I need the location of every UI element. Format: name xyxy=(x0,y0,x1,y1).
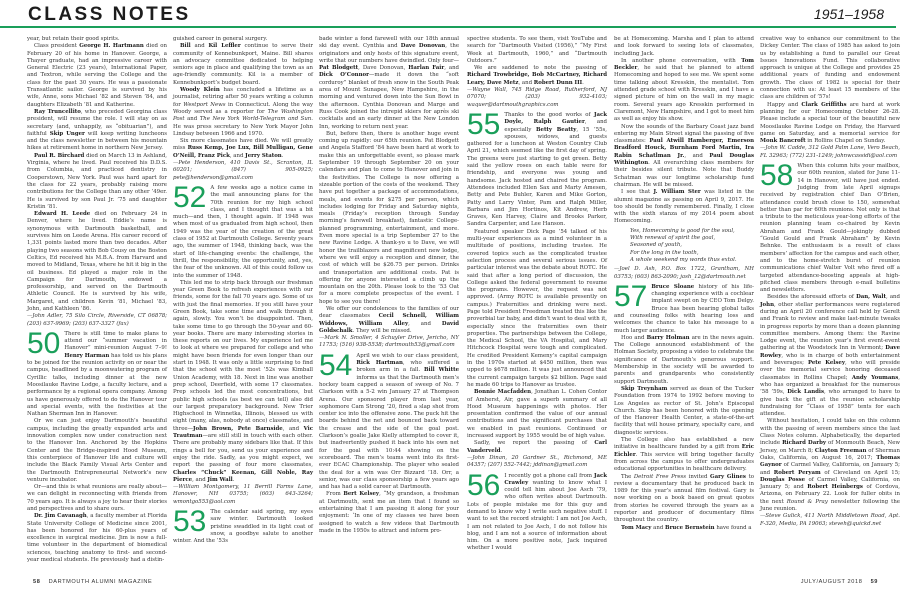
class-entry-1957 xyxy=(614,279,754,335)
paragraph: Or—and this is what reunions are really about—we can delight in reconnecting with friends from 70 years ago. It is always a joy to hear their stories and perspectives and to share ours. xyxy=(27,484,167,512)
class-secretary-contact: —Joel D. Ash, P.O. Box 1722, Grantham, NH 03753; (603) 863-2090; jash_12@dartmouth.net xyxy=(614,266,754,280)
paragraph: From Bert Kelsey, “My grandson, a freshman at Dartmouth, sent me an item that I found so entertaining that I am passing it along for your enjoyment: ‘In one of my classes we have been assigned to watch a few videos that Dartmouth made in the 1950s to attract and inform pro- xyxy=(319,491,460,534)
paragraph: Ray Truncellito, who preceded Georgina class president, will resume the role. I will stay on as secretary (and, unhappily, as “obituarian”), and faithful Skip Unger will keep writing luncheons and the class newsletter in between his mountain hikes at retirement home in northern New Jersey. xyxy=(27,108,167,152)
class-year-numeral: 50 xyxy=(27,326,61,360)
left-page-footer xyxy=(27,579,152,585)
paragraph: Paul R. Birchard died on March 13 in Ashland, Virginia, where he lived. Paul received his D.D.S. from Columbia, and practiced dentistry in Cooperstown, New York. Paul was hard apart for the class for 22 years, probably raising more contributions for the College than any other ’49er. He is survived by son Paul Jr. ’75 and daughter Kristin ’81. xyxy=(27,152,167,210)
paragraph: be at Homecoming. Marsha and I plan to attend and look forward to seeing lots of classmates, including Jack. xyxy=(614,36,754,57)
header-rule xyxy=(0,26,896,28)
paragraph: Skip Treynham served as dean of the Tucker Foundation from 1974 to 1992 before moving to Los Angeles as rector of St. John’s Episcopal Church. Skip has been honored with the opening of the Hanover Health Center, a state-of-the-art facility that will house primary, specialty care, and diagnostic services. xyxy=(614,385,754,436)
paragraph: Bonnie Macfadden, Jonathan L. Cohen Contor of Amherst, Air, gave a superb summary of all Hood Museum happenings with photos. Her presentation confirmed the value of our annual contributions and the significant purchases that we enabled in past reunions. Continued or increased support by 1955 would be of high value. xyxy=(467,389,607,440)
class-entry-1952 xyxy=(173,180,313,280)
paragraph: This led me to strip back through our freshman year Green Book to refresh experiences with our friends, some for the fall 70 years ago. Some of us with just the final memories. If you still have your Green Book, take some time and walk through it again, slowly. You won’t be disappointed. Then, take some time to go through the 50-year and 60-year books. There are many interesting stories in these reports on our lives. My experience led me to look at where we prepared for college and who might have been friends for even longer than our start in 1948. It was only a little surprising to find that the school with the most ’52s was Kimball Union Academy, with 18. Next in line was another prep school, Deerfield, with some 17 classmates. Prep schools led the most concentrations, but public high schools (as best we can tell) also did our largest preparatory background. New Trier Highschool in Winnetka, Illinois, blessed us with eight (many, alas, nobody at once) classmates, and three—John Brown, Pete Barnside, and Vic Trautman—are still still in touch with each other. There are probably many sidebars like that. If this rings a bell for you, send us your experience and enjoy the ride. Sadly, as you might expect, we report the passing of four more classmates, Charles “Chuck” Keenan, Gill Noble, Ray Pierce, and Jim Wall. xyxy=(173,279,313,483)
class-entry-1953 xyxy=(173,505,313,545)
class-secretary-contact: —William Montgomery, 11 Berrill Farms Lane, Hanover, NH 03755; (603) 643-3264; wmontgo553@aol.com xyxy=(173,484,313,505)
publication-name: DARTMOUTH ALUMNI MAGAZINE xyxy=(48,579,153,585)
paragraph: bade winter a fond farewell with our 18th annual ski day event. Cynthia and Dave Donovan, the originators and only hosts of this signature event, write that our numbers have dwindled. Only four—Pat Blodgett, Dave Donovan, Harlan Fair, and Dick O’Connor—made it down the “soft corduroy” blanket of fresh snow in the South Peak area of Mount Sunapee, New Hampshire, in the morning and ventured down into the Sun Bowl in the afternoon. Cynthia Donovan and Marge and Russ Cook joined the intrepid skiers for après ski cocktails and an early dinner at the New London Inn, working to return next year. xyxy=(319,36,460,130)
class-entry-1955 xyxy=(467,107,607,229)
paragraph: I recently got a phone call from Jack Crawley wanting to know what I could tell him about Joe Asch ’79, who often writes about Dartmouth. Lots of people mistake me for this guy and demand to know why I write such negative stuff. I want to set the record straight: I am not Joe Asch, I am not related to Joe Asch, I do not follow his blog, and I am not a source of information about him. On a more positive note, Jack inquired whether I would xyxy=(467,472,607,552)
text-column-2 xyxy=(173,36,313,568)
class-secretary-contact: —Steve Gulick, 411 North Middletown Road, Apt. F-320, Media, PA 19063; steveh@quickd.net xyxy=(760,513,900,527)
paragraph: Now the sounds of the Barbary Coast jazz band entering my Main Street signal the passing of five classmates: Paul Atwill Hamberger, Emerson Bradford Houck, Burnham Ford Martin, Ira Rabin Schatlman Jr., and Paul Douglas Withington. All overarching class members for their besides silent tribute. Note that Buddy Schatman was our longtime scholarship fund chairman. He will be missed. xyxy=(614,123,755,188)
paragraph: We are saddened to note the passing of Richard Trowbridge, Bob McCartney, Richard Leary, Dave Metz, and Robert Dunn III. xyxy=(467,65,607,86)
paragraph: But, before then, there is another huge event coming up rapidly: our 65th reunion. Pat Blodgett and Angela Stafford ’84 have been hard at work to make this an unforgettable event, so please mark September 19 through September 20 on your calendars and plan to come to Hanover and join in the festivities. The College is now offering a sizeable portion of the costs of the weekend. They have put together a package of accommodations, meals, and events for $275 per person, which includes lodging for Friday and Saturday nights, meals (Friday’s reception through Sunday morning’s farewell breakfast), fantastic College-planned programming, entertainment, and more. Even more special is a trip September 27 to the new Ravine Lodge. A thank-yo u to Dave, we will honor the trailblazers and magnificent new lodge, where we will enjoy a reception and dinner, the cost of which will be $26.75 per person. Drinks and transportation are additional costs. Pat is offering for anyone interested a climb up the mountain on the 20th. Please look to the ’53 Oat for a more complete prospectus of the event. I hope to see you there! xyxy=(319,130,459,305)
class-year-numeral: 57 xyxy=(614,279,648,313)
class-entry-1950 xyxy=(27,326,167,419)
issue-date: JULY/AUGUST 2018 xyxy=(800,579,863,585)
paragraph: Sadly, we report the passing of Carl Vanderveld. xyxy=(467,440,607,454)
page-number: 59 xyxy=(870,579,878,585)
class-secretary-contact: —John Dinan, 20 Gardner St., Richmond, ME 04357; (207) 552-7442; jddinan@gmail.com xyxy=(467,454,607,469)
class-year-numeral: 52 xyxy=(173,180,207,214)
paragraph: Class president George H. Hartmann died on February 20 of his home in Hanover. George, a Thayer graduate, had an impressive career with General Electric (23 years), International Paper, and Textron, while serving the College and the class for the past 30 years. He was a passionate Transatlantic sailor. George is survived by his wife, Anne, sons Michael ’82 and Steven ’84, and daughters Elizabeth ’81 and Katherine. xyxy=(27,43,167,108)
class-entry-1954 xyxy=(319,348,460,492)
class-entry-1958 xyxy=(760,159,900,294)
class-secretary-contact: —Mark N. Smoller, 4 Schuyler Drive, Jericho, NY 11753; (516) 938-5538; dartmouth53@gmail.com xyxy=(319,335,459,349)
poem-line: Seasoned of youth, xyxy=(630,242,683,249)
class-year-numeral: 55 xyxy=(467,107,501,141)
paragraph: Happy and Clark Griffiths are hard at work planning for our Homecoming October 26-28. Please include a special tour of the beautiful new Moosilauke Ravine Lodge on Friday, the Harvard game on Saturday, and a memorial service for Monk Bancroft in Rollins Chapel on Sunday. xyxy=(760,101,900,145)
paragraph: When this column hits your mailbox, our 60th reunion, slated for June 11-14 in Hanover, will have just ended. Judging from late April signups received by registration chief Dan O’Brien, attendance could brush close to 150, somewhat better than par for 60th reunions. Not only is that a tribute to the meticulous year-long efforts of the reunion planning team co-chaired by Kevin Abraham and Frank Gould—jokingly dubbed “Gould Gould and Frank Abraham” by Kevin Behnke. The enthusiasm is a result of class members’ affection for the campus and each other, and to the home-stretch burst of reunion communications chief Walter Volt who fired off a targeted attendance-boosting appeals at high-pitched class members through e-mail bulletins and newsletters. xyxy=(760,163,900,294)
text-column-4 xyxy=(467,36,607,568)
paragraph: In another phone conversation, with Tom Beckler, he said that he planned to attend Homecoming and hoped to see me. We spent some time talking about Kresskin, the mentalist. Tom attended grade school with Kresskin, and I have a signed picture of him on the wall in my magic room. Several years ago Kresskin performed in Claremont, New Hampshire, and I got to meet him as well as enjoy his show. xyxy=(614,57,754,123)
paragraph: April we wish to our class president, Rick Hartman, who suffered a broken arm in a fall. Bill Whitte informs us that the Dartmouth men’s hockey team capped a season of sweep of No. 7 Clarkson with a 5-2 win January 27 at Thompson Arena. Our sponsored player from last year, sophomore Cam Strong ’20, fired a slap shot from center ice into the offensive zone. The puck hit the boards behind the net and bounced back toward the crease and the side of the goal post. Clarkson’s goalie Jake Kielly attempted to cover it, but inadvertently pushed it back into his own net for the goal with 10:44 showing on the scoreboard. The men’s teams went into its first-ever ECAC Championship. The player who sealed the deal for a win was Orr Bizzard ’18. Orr, a senior, was our class sponsorship a few years ago and has had a solid career at Dartmouth. xyxy=(319,352,460,491)
paragraph: I see that J. William Ster was listed in the alumni magazine as passing on April 9, 2017. He too should be fondly remembered. Finally, I close with the sixth stanza of my 2014 poem about Homecoming. xyxy=(614,189,755,225)
paragraph: The Detroit Free Press invited Gary Glines to review a documentary that he produced back in 1989 for this year’s annual film festival. Gary is now working on a book based on great quotes from stories he covered through the years as a reporter and producer of documentary films throughout the country. xyxy=(614,473,754,524)
class-year-numeral: 58 xyxy=(760,159,794,193)
class-years-range: 1951–1958 xyxy=(813,6,884,22)
text-column-5 xyxy=(614,36,754,568)
paragraph: Six more classmates have died. We will greatly miss Russ Kemp, Joe Lux, Bill Mulligan, Gene O’Neill, Franz Pick, and Jerry Staton. xyxy=(173,138,313,159)
poem-stanza xyxy=(614,228,754,264)
class-secretary-contact: —Wayne Wall, 745 Ridge Road, Rutherford, NJ 07070; (203) 932-4103; waquer@dartmouthgraphics.com xyxy=(467,87,607,108)
class-secretary-contact: —John Adler, 75 Silo Circle, Riverside, CT 06878; (203) 637-9969; (203) 637-3327 (fax) xyxy=(27,313,167,327)
paragraph: year, but retain their good spirits. xyxy=(27,36,120,42)
paragraph: Bill and Kil Leffler continue to serve their community of Kennebunkport, Maine. Bill shares an advocacy committee dedicated to helping seniors age in place and qualifying the town as an age-friendly community. Kil is a member of Kennebunkport’s budget board. xyxy=(173,43,313,86)
paragraph: Hoo and Barry Holman are in the news again. The College announced establishment of the Holman Society, proposing a video to celebrate the significance of Dartmouth’s generous support. Membership in the society will be awarded to parents and grandparents who consistently support Dartmouth. xyxy=(614,334,755,385)
poem-line: For the long in the tooth, xyxy=(630,249,699,256)
section-title: CLASS NOTES xyxy=(28,4,191,25)
paragraph: Dr. Jim Cavanagh, a faculty member at Florida State University College of Medicine since 2001, has been honored for his 60-plus years of excellence in surgical medicine. Jim is now a full-time volunteer in the department of biomedical sciences, teaching anatomy to first- and second-year medical students. He previously had a distin- xyxy=(27,513,167,564)
class-year-numeral: 53 xyxy=(173,505,207,538)
page-header xyxy=(0,0,896,30)
right-page-footer xyxy=(801,579,884,585)
paragraph: Besides the aforesaid efforts of Dan, Walt, and John, other stellar performances were registered during an April 20 conference call held by Gerelt and Frank to review and make last-minute tweaks in progress reports by more than a dozen planning committee members. Among them: the Ravine Lodge event, the reunion year’s first event-event gathering at the Woodstock Inn in Vermont; Dave Rowley, who is in charge of both entertainment and beverages; Pete Kelsey, who will preside over the memorial service honoring deceased classmates in Rollins Chapel; Andy Youmans, who has organized a breakfast for the numerous ’58 ’59s, Dick Landis, who arranged to have to give back the gift at the reunion scholarship fundraising for “Class of 1958” tents for each attendee. xyxy=(760,294,900,418)
paragraph: Bruce Sloane history of his life-changing experience with a cochlear implant swept on by CEO Tom Delgy. Bruce has been hearing global talks and counseling folks with hearing loss and welcomes the chance to take his message to a much larger audience. xyxy=(614,283,754,334)
poem-line: Yes, Homecoming is good for the soul, xyxy=(630,227,735,234)
paragraph: Without hesitation, I could take on this column with the passing of seven members since the last Class Notes column. Alphabetically, the departed include Richard Darby of Monmouth Beach, New Jersey, on March 8; Clayton Freeman of Sherman Oaks, California, on August 16, 2017; Thomas Gaynor of Carmel Valley, California, on January 5; and Robert Peryam of Cleveland on April 15; Douglas Posse of Carmel Valley, California, on January 5; and Robert Heinbergs of Cordova, Arizona, on February 22. Look for fuller obits in the next Round & Pray newsletter following the June reunion. xyxy=(760,418,900,512)
text-column-6 xyxy=(760,36,900,568)
paragraph: Or we can just enjoy Dartmouth’s beautiful campus, including the greatly expanded arts and innovation complex now under construction next to the Hanover Inn. Anchored by the Hopkins Center and the Bridge-inspired Hood Museum, this centerpiece of Hanover life and culture will include the Black Family Visual Arts Center and the Dartmouth Entrepreneurial Network’s new venture incubator. xyxy=(27,418,167,483)
class-entry-1956 xyxy=(467,468,607,553)
paragraph: Tom Macy and Bruce Bernstein have found a xyxy=(621,524,752,531)
text-column-3 xyxy=(319,36,459,568)
paragraph: Featured speaker Dick Page ’54 talked of his multi-year experiences as a mind volunteer in a multitude of positions, including trustee. He covered topics such as the complicated trustee selection process and several serious issues. Of particular interest was the debate about ROTC. He said that after a long period of discussion, the College asked the federal government to resume the programs. However, the request was not approved. (Army ROTC is available presently on campus.) Fraternities and drinking were next. Page told President Freedman treated this like the proverbial tar baby, and didn’t want to deal with it, especially since the fraternities own their properties. The partnerships between the College, the Medical School, the VA Hospital, and Mary Hitchcock Hospital were tough and complicated. He credited President Kemeny’s capital campaign in the 1970s started at $450 million, then was upped to $678 million. It was just announced that the current campaign targets $2 billion. Page said he made 60 trips to Hanover as trustee. xyxy=(467,228,607,388)
paragraph: Thanks to the good works of Jack Doyle, Ralph Gautier, and especially Betty Beatty, 15 ’55s, spouses, widows, and guests gathered for a luncheon at Weston Country Club April 21, which seemed like the first day of spring. The greens were just starting to get green. Betty said the yellow roses on each table were for friendship, and everyone was young and handsome. Jack hosted and chaired the program. Attendees included Ellen Sax and Marty Amesen, Betty and Pete Buhler, Karen and Mike Gorton, Patty and Larry Vinter, Pam and Ralph Miller, Barbara and Jim Hortinos, Kit Andrew, Herb Graves, Ken Harvey, Claire and Brooks Parker, Sandra Carpenter, and Lee Hanson. xyxy=(467,111,607,228)
paragraph: We offer our condolences to the families of our dear classmates Cecil Schnell, William Widdows, William Alley, and David Goldschalk. They will be missed. xyxy=(319,305,460,334)
paragraph: The calendar said spring, my eyes saw winter. Dartmouth looked pristine swaddled in its light coat of snow, a goodbye salute to another winter. And the ’53s xyxy=(173,509,313,545)
paragraph: A few weeks ago a notice came in the mail announcing plans for the 70th reunion for my high school class, and I thought that was a bit much—and then, I thought again. If 1948 was when most of us graduated from high school, then 1949 was the year of the creation of the great class of 1952 at Dartmouth College. Seventy years ago, the summer of 1948, thinking back, was the start of life-changing events: the challenge, the thrill, the responsibility, the opportunity, and, yes, the fear of the unknown. All of this could follow us into the summer of 1948. xyxy=(173,184,313,279)
paragraph: creative way to enhance our commitment to the Dickey Center. The class of 1985 has asked to join us by establishing a fund to parallel our Great Issues Innovations Fund. This collaborative approach is unique at the College and provides 25 additional years of funding and endowment growth. The class of 1982 is special for their connection with us: At least 15 members of the class are children of ’57s! xyxy=(760,36,900,101)
poem-line: With renewal of spirit the goal, xyxy=(630,235,716,242)
paragraph: guished career in general surgery. xyxy=(173,36,268,42)
paragraph: Edward H. Leede died on February 24 in Denver, where he lived. Eddie’s name is synonymous with Dartmouth basketball, and survives him on Leede Arena. His career record of 1,331 points lasted more than two decades. After playing two seasons with Bob Cousy on the Boston Celtics, Ed received his M.B.A. from Harvard and moved to Midland, Texas, where he hit it big in the oil business. Ed played a major role in the Campaign for Dartmouth, endowed a professorship, and served on the Dartmouth Athletic Council. He is survived by his wife, Margaret, and children Kevin ’81, Michael ’83, John, and Kathleen ’86. xyxy=(27,211,167,312)
class-secretary-contact: —John W. Cadde, 312 Gold Palm Lane, Vero Beach, FL 32963; (772) 231-1249; johnwcassidi@aol.com xyxy=(760,145,900,159)
class-year-numeral: 56 xyxy=(467,468,501,502)
class-secretary-contact: —Pete Henderson, 410 Davis St., Scranton, IL 60201; (847) 905-0925; pete@henderson@gmail.com xyxy=(173,160,313,181)
paragraph: The College also has established a new initiative in healthcare funded by a gift from Eric Eichler. This service will bring together faculty from across the campus to offer undergraduates educational opportunities in healthcare delivery. xyxy=(614,437,754,473)
paragraph: There is still time to make plans to attend our “summer vacation in Hanover” mini-reunion August 7–9! Henry Harman has told us his plans to be joined for the reunion activity on or near the campus, headlined by a moonwatering program of Cyrillic talks, including dinner at the new Moosilauke Ravine Lodge, a faculty lecture, and a performance by a regional opera company. Among us have generously offered to do the Hanover tour and special events, with the festivities at the Nathan Sherman Inn in Hanover. xyxy=(27,330,167,418)
page-number: 58 xyxy=(33,579,41,585)
paragraph: spective students. To see them, visit YouTube and search for “Dartmouth Visited (1956),” “My First Week at Dartmouth, 1960,” and “Dartmouth Outdoors.” xyxy=(467,36,607,64)
text-column-1 xyxy=(27,36,167,568)
class-year-numeral: 54 xyxy=(319,348,353,382)
poem-line: A whole weekend my words thus extol. xyxy=(630,256,737,263)
paragraph: Woody Klein has concluded a lifetime as a journalist, retiring after 50 years writing a column for Westport News in Connecticut. Along the way Woody served as a reporter for The Washington Post and The New York World-Telegram and Sun. He was press secretary to New York Mayor John Lindsay between 1966 and 1970. xyxy=(173,87,314,137)
